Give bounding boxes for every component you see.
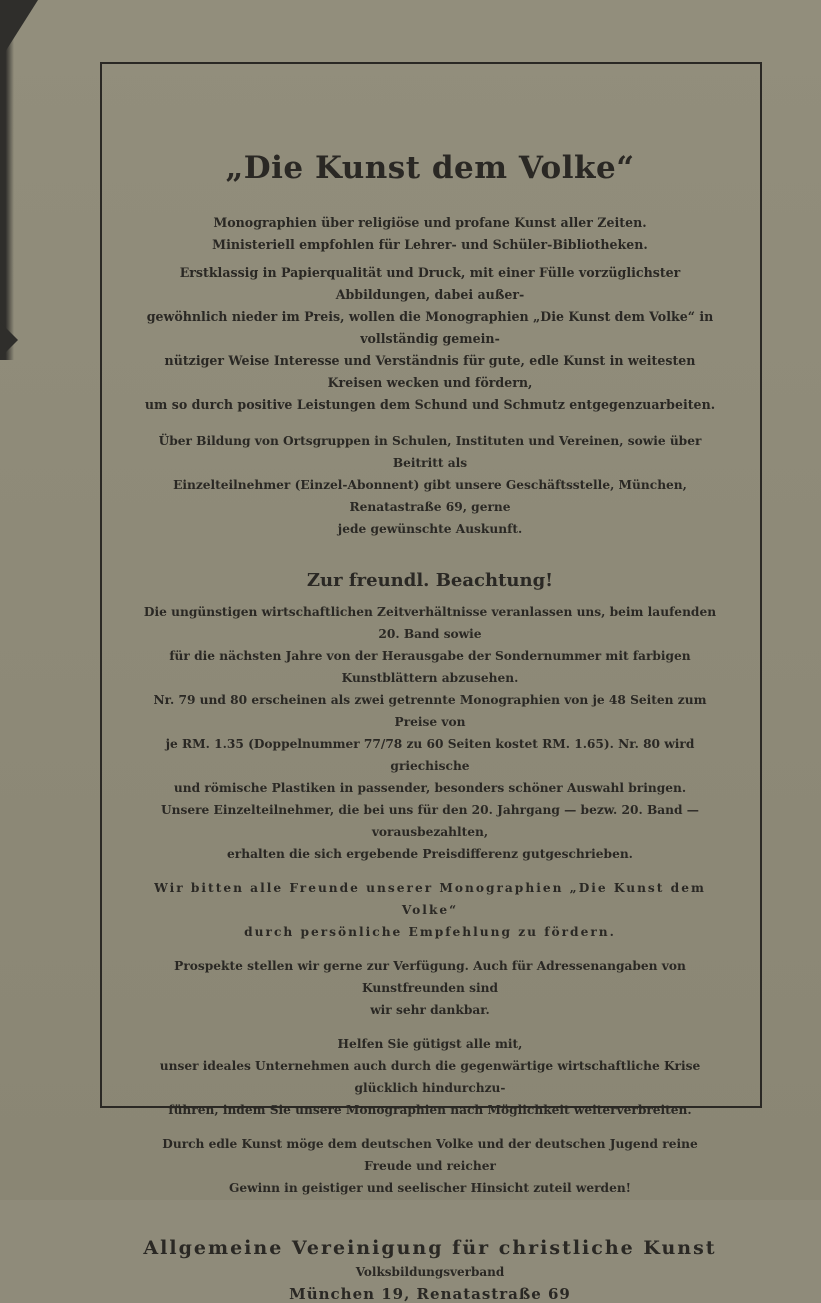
paragraph-line: unser ideales Unternehmen auch durch die gegenwärtige wirtschaftliche Krise glücklich hindurchzu- (159, 1059, 701, 1095)
page-title: „Die Kunst dem Volke“ (225, 150, 635, 186)
organization-address: München 19, Renatastraße 69 (289, 1285, 571, 1303)
organization-subtitle: Volksbildungsverband (355, 1265, 505, 1279)
paragraph-line: Unsere Einzelteilnehmer, die bei uns für den 20. Jahrgang — bezw. 20. Band — vorausbezahlten, (161, 803, 699, 839)
paragraph-line: Wir bitten alle Freunde unserer Monographien „Die Kunst dem Volke“ (154, 881, 706, 917)
bitten-paragraph (140, 877, 720, 943)
organization-name: Allgemeine Vereinigung für christliche Kunst (143, 1237, 717, 1259)
section-heading: Zur freundl. Beachtung! (306, 570, 554, 591)
paragraph-line: je RM. 1.35 (Doppelnummer 77/78 zu 60 Seiten kostet RM. 1.65). Nr. 80 wird griechische (165, 737, 695, 773)
paragraph-line: Über Bildung von Ortsgruppen in Schulen, Instituten und Vereinen, sowie über Beitritt als (158, 434, 702, 470)
edle-kunst-paragraph (140, 1133, 720, 1199)
torn-corner (0, 0, 38, 60)
helfen-paragraph (140, 1033, 720, 1121)
paragraph-line: Prospekte stellen wir gerne zur Verfügung. Auch für Adressenangaben von Kunstfreunden sind (174, 959, 686, 995)
paragraph-line: für die nächsten Jahre von der Herausgabe der Sondernummer mit farbigen Kunstblättern abzusehen. (169, 649, 691, 685)
intro-line: Ministeriell empfohlen für Lehrer- und Schüler-Bibliotheken. (212, 237, 648, 252)
intro-paragraph-line: um so durch positive Leistungen dem Schund und Schmutz entgegenzuarbeiten. (144, 397, 716, 412)
paragraph-line: wir sehr dankbar. (370, 1003, 490, 1017)
intro-paragraph-line: gewöhnlich nieder im Preis, wollen die Monographien „Die Kunst dem Volke“ in vollständig gemein- (146, 309, 714, 346)
paragraph-line: und römische Plastiken in passender, besonders schöner Auswahl bringen. (173, 781, 687, 795)
prospekte-paragraph (140, 955, 720, 1021)
paragraph-line: Die ungünstigen wirtschaftlichen Zeitverhältnisse veranlassen uns, beim laufenden 20. Band sowie (143, 605, 717, 641)
edge-notch (0, 322, 18, 358)
paragraph-line: führen, indem Sie unsere Monographien nach Möglichkeit weiterverbreiten. (168, 1103, 692, 1117)
intro-section (140, 212, 720, 416)
paragraph-line: Nr. 79 und 80 erscheinen als zwei getrennte Monographien von je 48 Seiten zum Preise von (153, 693, 707, 729)
intro-paragraph-line: Erstklassig in Papierqualität und Druck, mit einer Fülle vorzüglichster Abbildungen, dabei außer- (179, 265, 681, 302)
paragraph-line: Gewinn in geistiger und seelischer Hinsicht zuteil werden! (228, 1181, 632, 1195)
paragraph-line: erhalten die sich ergebende Preisdifferenz gutgeschrieben. (227, 847, 633, 861)
ortsgruppen-paragraph (140, 430, 720, 540)
notice-paragraph (140, 601, 720, 865)
intro-line: Monographien über religiöse und profane Kunst aller Zeiten. (213, 215, 647, 230)
paragraph-line: Einzelteilnehmer (Einzel-Abonnent) gibt unsere Geschäftsstelle, München, Renatastraße 69, gerne (173, 478, 687, 514)
paragraph-line: jede gewünschte Auskunft. (337, 522, 523, 536)
page-content (140, 130, 720, 1303)
paragraph-line: Helfen Sie gütigst alle mit, (337, 1037, 523, 1051)
paragraph-line: durch persönliche Empfehlung zu fördern. (244, 925, 616, 939)
intro-paragraph-line: nütziger Weise Interesse und Verständnis für gute, edle Kunst in weitesten Kreisen wecken und fördern, (164, 353, 696, 390)
paragraph-line: Durch edle Kunst möge dem deutschen Volke und der deutschen Jugend reine Freude und reicher (162, 1137, 698, 1173)
